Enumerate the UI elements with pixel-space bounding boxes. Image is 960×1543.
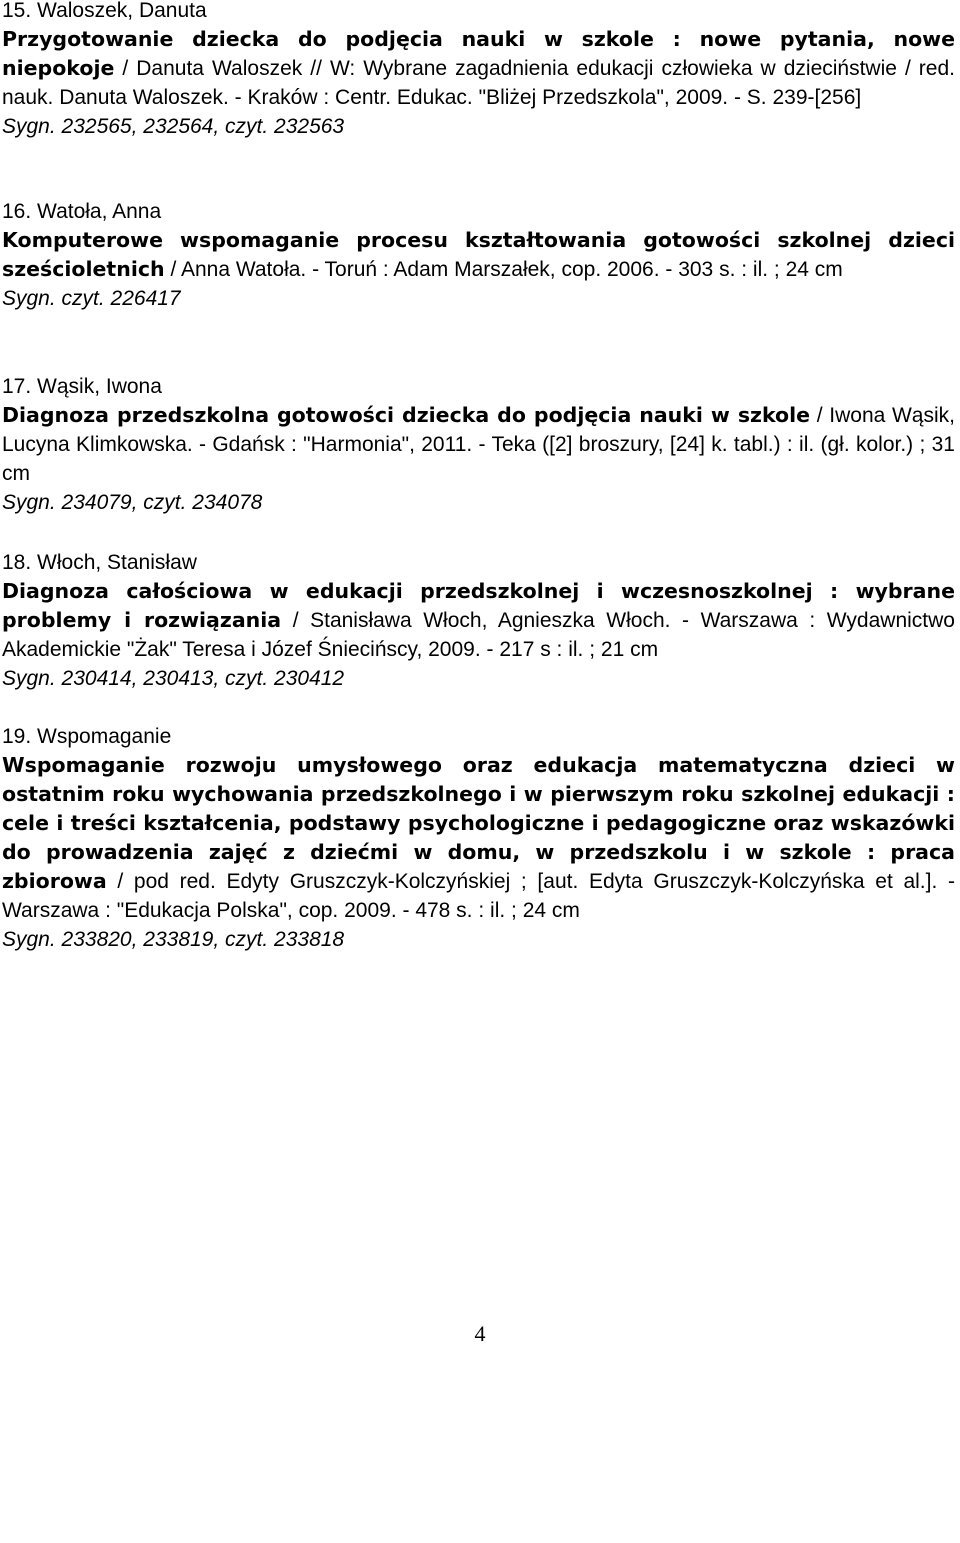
entry-description [2, 577, 955, 664]
entry-description [2, 25, 955, 112]
entry-author: 15. Waloszek, Danuta [2, 0, 207, 22]
entry-details: / pod red. Edyty Gruszczyk-Kolczyńskiej ; [aut. Edyta Gruszczyk-Kolczyńska et al.]. - Warszawa : "Edukacja Polska", cop. 2009. - 478 s. : il. ; 24 cm [2, 870, 955, 922]
entry-call-number: Sygn. 232565, 232564, czyt. 232563 [2, 115, 345, 138]
entry-author: 18. Włoch, Stanisław [2, 551, 197, 574]
entry-title: Diagnoza przedszkolna gotowości dziecka do podjęcia nauki w szkole [2, 403, 811, 427]
entry-title: Diagnoza całościowa w edukacji przedszkolnej i wczesnoszkolnej : wybrane problemy i rozwiązania [2, 579, 955, 632]
entry-details: / Danuta Waloszek // W: Wybrane zagadnienia edukacji człowieka w dzieciństwie / red. nauk. Danuta Waloszek. - Kraków : Centr. Edukac. "Bliżej Przedszkola", 2009. - S. 239-[256] [2, 57, 955, 109]
entry-author: 16. Watoła, Anna [2, 200, 162, 223]
entry-details: / Stanisława Włoch, Agnieszka Włoch. - Warszawa : Wydawnictwo Akademickie "Żak" Teresa i Józef Śniecińscy, 2009. - 217 s : il. ; 21 cm [2, 609, 955, 661]
entry-description [2, 751, 955, 925]
entry-author: 19. Wspomaganie [2, 725, 172, 748]
entry-call-number: Sygn. 234079, czyt. 234078 [2, 491, 263, 514]
entry-call-number: Sygn. 233820, 233819, czyt. 233818 [2, 928, 345, 951]
entry-title: Wspomaganie rozwoju umysłowego oraz edukacja matematyczna dzieci w ostatnim roku wychowania przedszkolnego i w pierwszym roku szkolnej edukacji : cele i treści kształcenia, podstawy psychologiczne i pedagogiczne oraz wskazówki do prowadzenia zajęć z dziećmi w domu, w przedszkolu i w szkole : praca zbiorowa [2, 753, 955, 893]
bibliography-entry-17 [2, 372, 955, 517]
entry-call-number: Sygn. czyt. 226417 [2, 287, 181, 310]
entry-title: Komputerowe wspomaganie procesu kształtowania gotowości szkolnej dzieci sześcioletnich [2, 228, 955, 281]
entry-title: Przygotowanie dziecka do podjęcia nauki w szkole : nowe pytania, nowe niepokoje [2, 27, 955, 80]
entry-description [2, 226, 955, 284]
bibliography-entry-18 [2, 548, 955, 693]
entry-author: 17. Wąsik, Iwona [2, 375, 162, 398]
bibliography-entry-19 [2, 722, 955, 954]
entry-call-number: Sygn. 230414, 230413, czyt. 230412 [2, 667, 345, 690]
entry-description [2, 401, 955, 488]
bibliography-entry-15 [2, 0, 955, 141]
entry-details: / Iwona Wąsik, Lucyna Klimkowska. - Gdańsk : "Harmonia", 2011. - Teka ([2] broszury, [24] k. tabl.) : il. (gł. kolor.) ; 31 cm [2, 404, 955, 485]
page-number: 4 [474, 1321, 486, 1346]
bibliography-entry-16 [2, 197, 955, 313]
entry-details: / Anna Watoła. - Toruń : Adam Marszałek, cop. 2006. - 303 s. : il. ; 24 cm [164, 258, 843, 281]
